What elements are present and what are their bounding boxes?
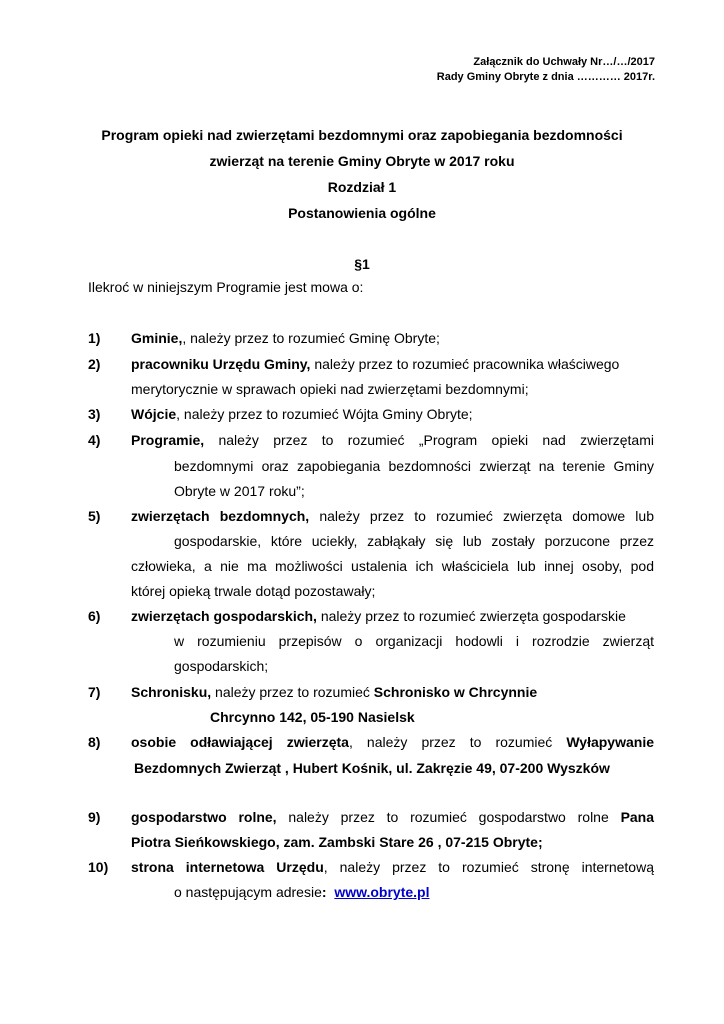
list-item bbox=[131, 809, 654, 825]
item-text: należy przez to rozumieć „Program opieki nad zwierzętami bbox=[218, 432, 654, 448]
list-item bbox=[131, 508, 654, 524]
item-text-continuation: merytorycznie w sprawach opieki nad zwierzętami bezdomnymi; bbox=[131, 381, 529, 397]
item-text: , należy przez to rozumieć bbox=[348, 734, 553, 750]
list-item bbox=[131, 734, 654, 750]
colon: : bbox=[321, 884, 327, 900]
document-title-line2: zwierząt na terenie Gminy Obryte w 2017 roku bbox=[209, 153, 515, 169]
item-number: 3) bbox=[88, 406, 101, 422]
chapter-title: Postanowienia ogólne bbox=[288, 205, 436, 221]
attachment-header-line1: Załącznik do Uchwały Nr…/…/2017 bbox=[473, 56, 655, 68]
item-text: , należy przez to rozumieć stronę internetową bbox=[323, 859, 654, 875]
item-text: , należy przez to rozumieć Wójta Gminy Obryte; bbox=[176, 406, 473, 422]
list-item bbox=[131, 432, 654, 448]
item-term: strona internetowa Urzędu bbox=[131, 859, 324, 875]
item-term: osobie odławiającej zwierzęta bbox=[131, 734, 349, 750]
catcher-details: Bezdomnych Zwierząt , Hubert Kośnik, ul. Zakręzie 49, 07-200 Wyszków bbox=[134, 760, 610, 776]
item-text: należy przez to rozumieć pracownika właściwego bbox=[310, 356, 620, 372]
item-number: 1) bbox=[88, 330, 101, 346]
item-text-continuation: Obryte w 2017 roku”; bbox=[174, 483, 305, 499]
item-text-continuation: w rozumieniu przepisów o organizacji hodowli i rozrodzie zwierząt bbox=[174, 633, 654, 649]
item-number: 4) bbox=[88, 432, 101, 448]
item-term: zwierzętach gospodarskich, bbox=[131, 608, 317, 624]
item-text: należy przez to rozumieć zwierzęta gospodarskie bbox=[316, 608, 626, 624]
attachment-header-line2: Rady Gminy Obryte z dnia ………… 2017r. bbox=[436, 71, 655, 83]
shelter-address: Chrcynno 142, 05-190 Nasielsk bbox=[210, 709, 415, 725]
item-text: , należy przez to rozumieć Gminę Obryte; bbox=[182, 330, 440, 346]
shelter-name: Schronisko w Chrcynnie bbox=[373, 684, 538, 700]
item-text-continuation: bezdomnymi oraz zapobiegania bezdomności zwierząt na terenie Gminy bbox=[174, 458, 654, 474]
catcher-name: Wyłapywanie bbox=[566, 734, 654, 750]
item-term: Schronisku, bbox=[131, 684, 212, 700]
item-term: Programie, bbox=[131, 432, 205, 448]
item-text: o następującym adresie bbox=[174, 884, 322, 900]
farm-owner: Pana bbox=[620, 809, 655, 825]
website-link[interactable]: www.obryte.pl bbox=[334, 884, 430, 900]
list-item bbox=[131, 859, 654, 875]
item-number: 6) bbox=[88, 608, 101, 624]
item-text-continuation: człowieka, a nie ma możliwości ustalenia ich właściciela lub innej osoby, pod bbox=[131, 558, 654, 574]
item-text: należy przez to rozumieć zwierzęta domowe lub bbox=[319, 508, 654, 524]
item-number: 5) bbox=[88, 508, 101, 524]
item-number: 7) bbox=[88, 684, 101, 700]
item-term: Wójcie bbox=[131, 406, 177, 422]
item-text-continuation bbox=[174, 884, 429, 900]
item-text-continuation: której opieką trwale dotąd pozostawały; bbox=[131, 583, 376, 599]
item-text: należy przez to rozumieć bbox=[211, 684, 374, 700]
farm-owner-details: Piotra Sieńkowskiego, zam. Zambski Stare 26 , 07-215 Obryte; bbox=[131, 834, 543, 850]
list-item bbox=[131, 356, 619, 372]
item-text-continuation: gospodarskie, które uciekły, zabłąkały się lub zostały porzucone przez bbox=[174, 533, 654, 549]
item-number: 10) bbox=[88, 859, 109, 875]
list-item bbox=[131, 608, 626, 624]
item-term: pracowniku Urzędu Gminy, bbox=[131, 356, 311, 372]
list-item bbox=[131, 330, 440, 346]
item-term: Gminie, bbox=[131, 330, 183, 346]
item-number: 9) bbox=[88, 809, 101, 825]
list-item bbox=[131, 684, 537, 700]
item-number: 8) bbox=[88, 734, 101, 750]
item-text-continuation: gospodarskich; bbox=[174, 658, 269, 674]
item-number: 2) bbox=[88, 356, 101, 372]
item-term: gospodarstwo rolne, bbox=[131, 809, 277, 825]
section-mark: §1 bbox=[354, 256, 370, 272]
item-term: zwierzętach bezdomnych, bbox=[131, 508, 310, 524]
item-text: należy przez to rozumieć gospodarstwo rolne bbox=[288, 809, 609, 825]
document-title-line1: Program opieki nad zwierzętami bezdomnymi oraz zapobiegania bezdomności bbox=[101, 127, 623, 143]
list-item bbox=[131, 406, 473, 422]
section-intro: Ilekroć w niniejszym Programie jest mowa o: bbox=[88, 279, 364, 295]
chapter-heading: Rozdział 1 bbox=[327, 179, 397, 195]
